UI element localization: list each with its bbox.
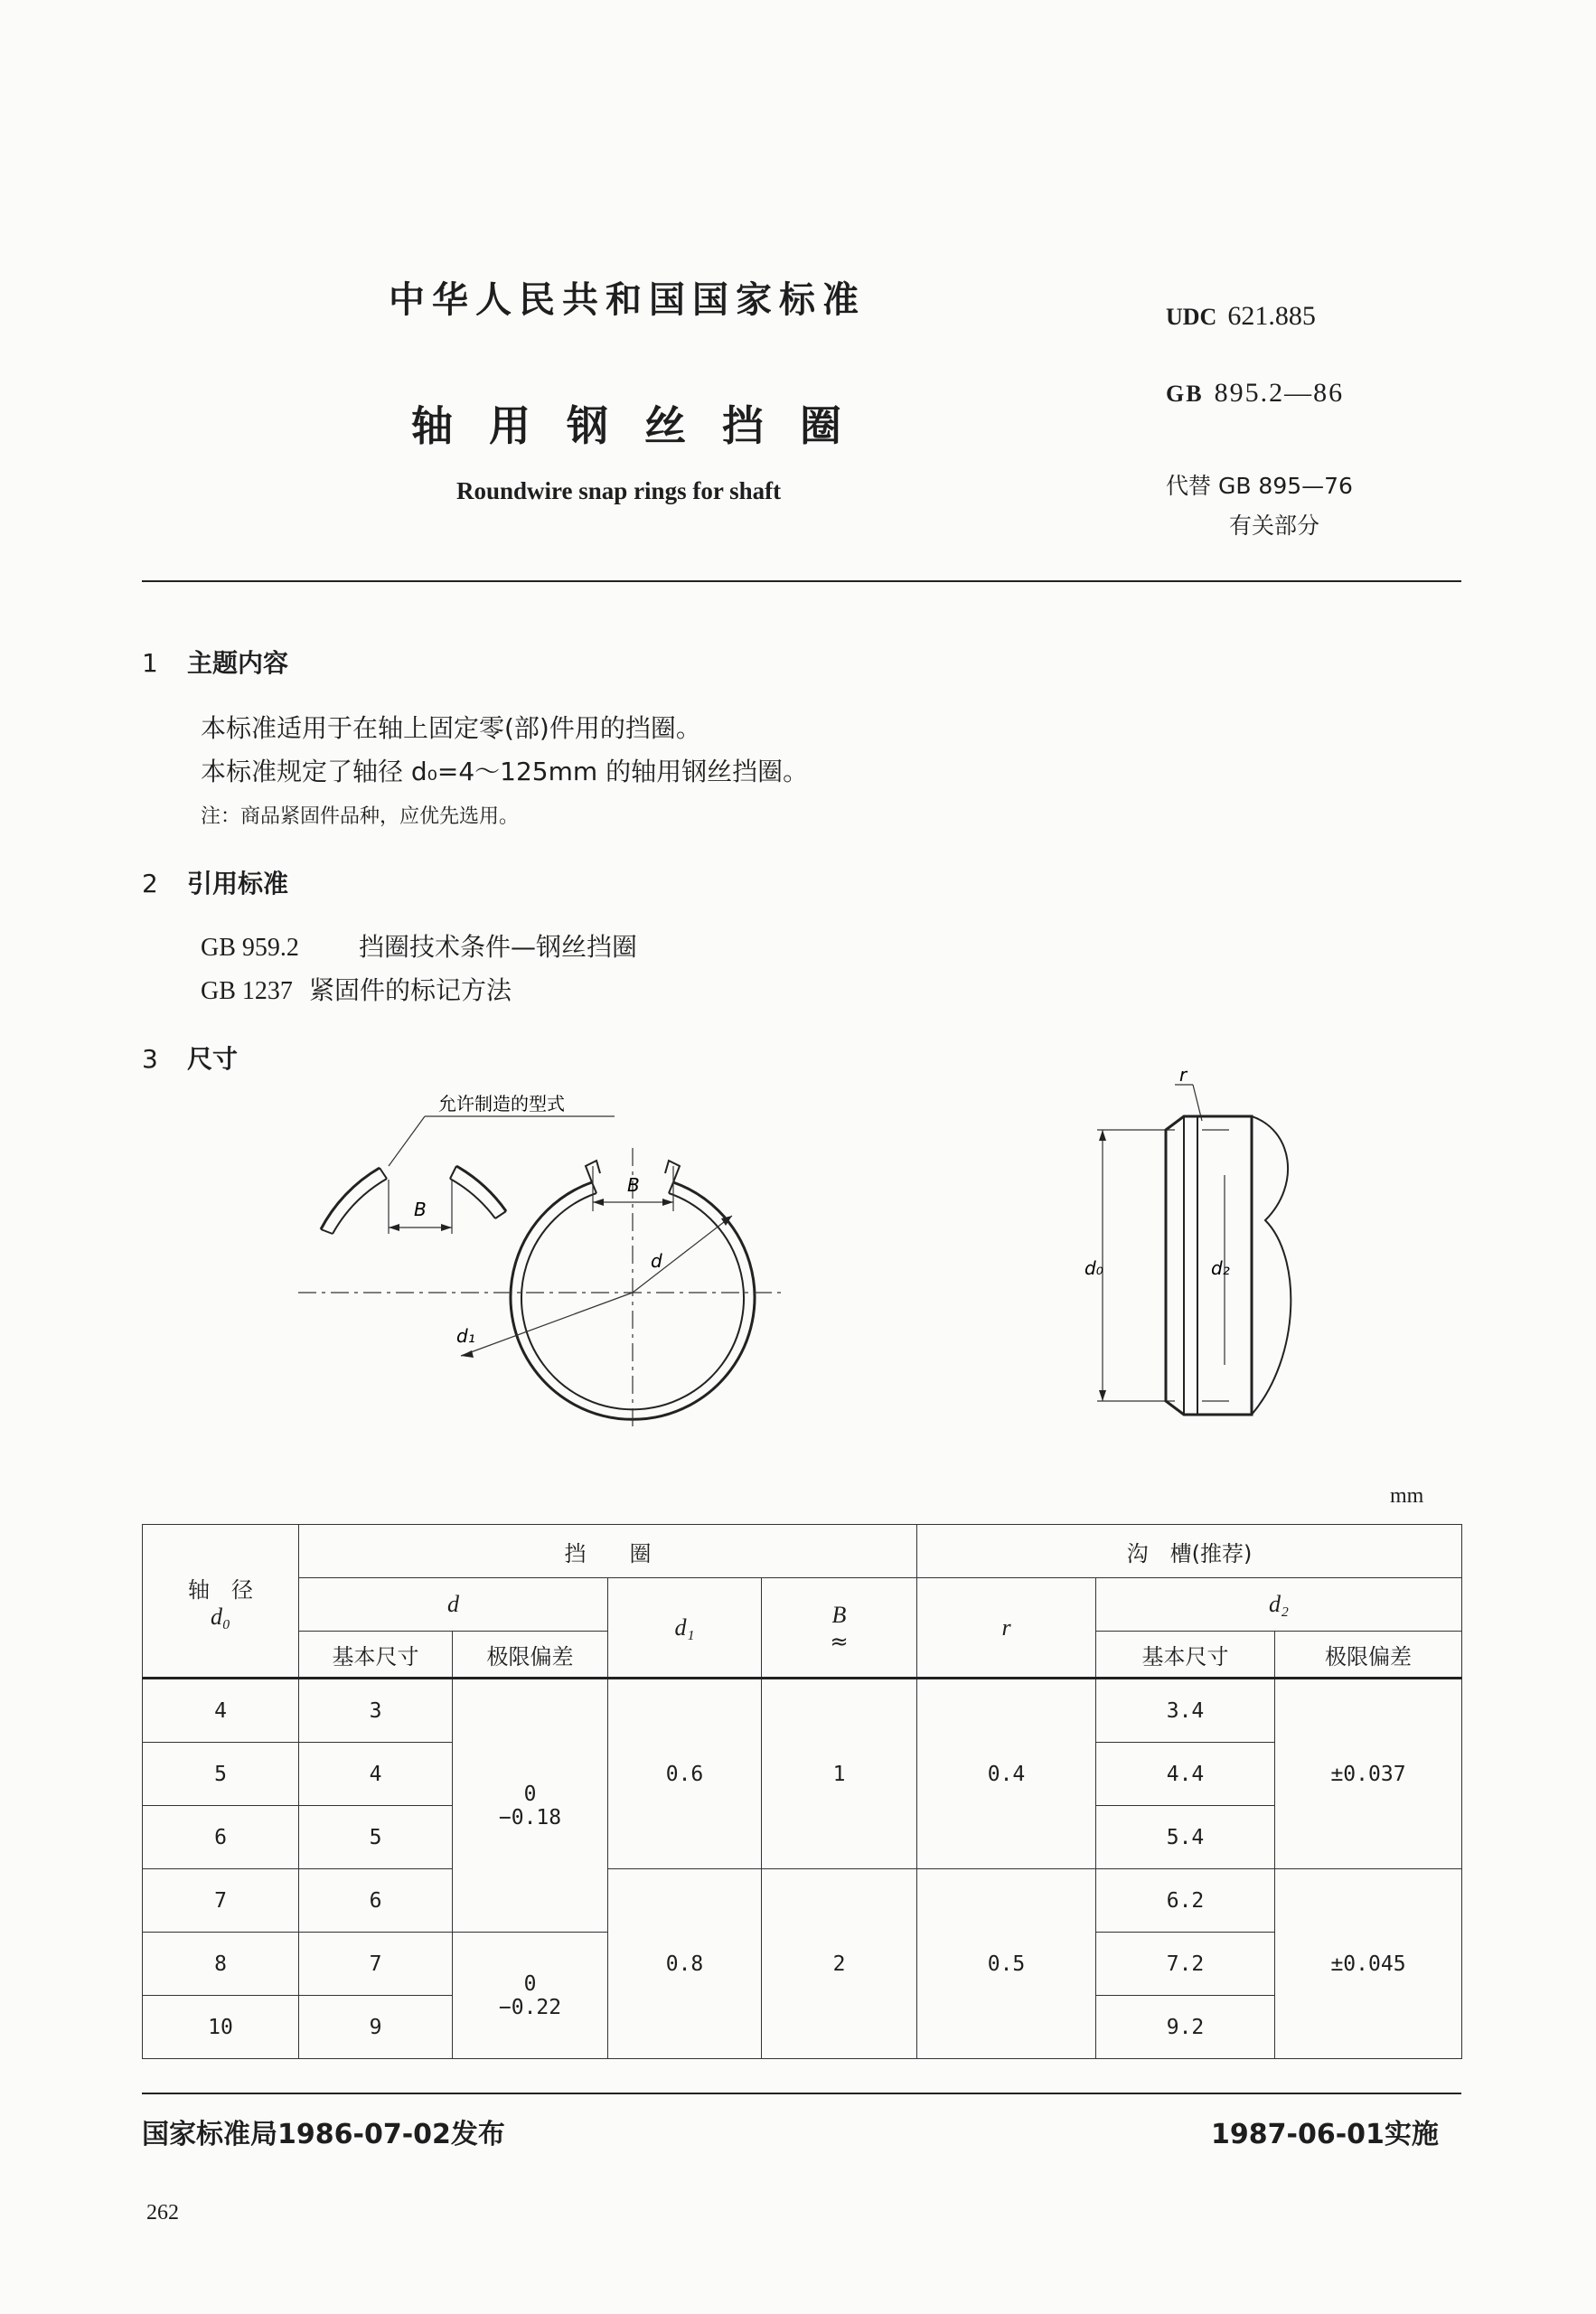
label-b-main: B bbox=[627, 1174, 640, 1196]
label-d: d bbox=[651, 1250, 662, 1272]
document-title-en: Roundwire snap rings for shaft bbox=[456, 477, 782, 504]
section-1-number: 1 bbox=[142, 648, 158, 678]
d-tolerance-b-lower: −0.22 bbox=[498, 1995, 562, 2019]
udc-number: 621.885 bbox=[1227, 301, 1316, 331]
snap-ring-dimension-table bbox=[142, 1524, 1462, 2059]
reference-title: 紧固件的标记方法 bbox=[309, 975, 512, 1005]
udc-label: UDC bbox=[1166, 304, 1217, 330]
gb-code bbox=[1166, 378, 1344, 409]
header-ring: 挡 圈 bbox=[299, 1525, 917, 1578]
snap-ring-drawing bbox=[0, 1067, 1596, 1455]
cell-d: 7 bbox=[299, 1933, 453, 1996]
cell-b-b: 2 bbox=[762, 1869, 917, 2059]
header-d1: d₁ bbox=[608, 1578, 762, 1679]
document-title-cn: 轴用钢丝挡圈 bbox=[411, 401, 878, 450]
label-b-left: B bbox=[414, 1199, 427, 1220]
table-row bbox=[143, 1869, 1462, 1933]
cell-d2: 5.4 bbox=[1096, 1806, 1275, 1869]
gb-number: 895.2—86 bbox=[1214, 378, 1345, 408]
page-number: 262 bbox=[146, 2201, 179, 2225]
cell-d2: 9.2 bbox=[1096, 1996, 1275, 2059]
cell-b-a: 1 bbox=[762, 1679, 917, 1869]
section-1-heading bbox=[142, 644, 288, 680]
reference-item bbox=[201, 927, 637, 964]
header-divider bbox=[142, 580, 1461, 582]
header-shaft bbox=[143, 1525, 299, 1679]
reference-item bbox=[201, 971, 512, 1007]
header-d2-tolerance: 极限偏差 bbox=[1275, 1632, 1462, 1679]
reference-code: GB 1237 bbox=[201, 977, 293, 1005]
section-2-number: 2 bbox=[142, 869, 158, 898]
cell-d: 4 bbox=[299, 1743, 453, 1806]
header-shaft-symbol: d₀ bbox=[210, 1603, 231, 1630]
table-unit: mm bbox=[1390, 1484, 1424, 1508]
d-tolerance-a-lower: −0.18 bbox=[498, 1805, 562, 1830]
footer-divider bbox=[142, 2093, 1461, 2094]
allowed-type-label: 允许制造的型式 bbox=[438, 1093, 565, 1115]
cell-r-b: 0.5 bbox=[917, 1869, 1096, 2059]
header-shaft-label: 轴 径 bbox=[188, 1576, 253, 1603]
cell-d1-a: 0.6 bbox=[608, 1679, 762, 1869]
table-row bbox=[143, 1679, 1462, 1743]
replaces-line-2: 有关部分 bbox=[1229, 513, 1320, 539]
cell-d0: 4 bbox=[143, 1679, 299, 1743]
cell-d0: 7 bbox=[143, 1869, 299, 1933]
header-r: r bbox=[917, 1578, 1096, 1679]
cell-d: 5 bbox=[299, 1806, 453, 1869]
allowed-type-segment-right bbox=[456, 1166, 506, 1211]
gb-label: GB bbox=[1166, 381, 1204, 407]
allowed-type-segment-right-inner bbox=[450, 1179, 495, 1218]
cell-d-tolerance-b bbox=[453, 1933, 608, 2059]
issued-date: 国家标准局1986-07-02发布 bbox=[142, 2119, 505, 2150]
cell-d2: 6.2 bbox=[1096, 1869, 1275, 1933]
cell-d: 3 bbox=[299, 1679, 453, 1743]
cell-d0: 5 bbox=[143, 1743, 299, 1806]
cell-d1-b: 0.8 bbox=[608, 1869, 762, 2059]
section-3-title: 尺寸 bbox=[187, 1044, 239, 1074]
header-d-tolerance: 极限偏差 bbox=[453, 1632, 608, 1679]
allowed-type-segment-left bbox=[321, 1168, 380, 1229]
shaft-groove-outline bbox=[1166, 1116, 1252, 1415]
label-r: r bbox=[1179, 1067, 1188, 1086]
reference-title: 挡圈技术条件—钢丝挡圈 bbox=[359, 932, 638, 962]
header-d2: d₂ bbox=[1096, 1578, 1462, 1632]
header-d-basic: 基本尺寸 bbox=[299, 1632, 453, 1679]
cell-d2: 3.4 bbox=[1096, 1679, 1275, 1743]
header-d2-basic: 基本尺寸 bbox=[1096, 1632, 1275, 1679]
header-b-symbol: B bbox=[831, 1601, 847, 1628]
header-groove: 沟 槽(推荐) bbox=[917, 1525, 1462, 1578]
section-1-title: 主题内容 bbox=[187, 648, 289, 678]
cell-d2: 4.4 bbox=[1096, 1743, 1275, 1806]
cell-d0: 10 bbox=[143, 1996, 299, 2059]
section-1-para-2: 本标准规定了轴径 d₀=4～125mm 的轴用钢丝挡圈。 bbox=[201, 757, 809, 786]
section-1-para-1: 本标准适用于在轴上固定零(部)件用的挡圈。 bbox=[201, 713, 701, 743]
national-standard-heading: 中华人民共和国国家标准 bbox=[389, 279, 866, 321]
cell-d: 6 bbox=[299, 1869, 453, 1933]
label-d0: d₀ bbox=[1084, 1257, 1103, 1279]
section-3-number: 3 bbox=[142, 1044, 158, 1074]
label-d1: d₁ bbox=[456, 1325, 475, 1347]
header-b bbox=[762, 1578, 917, 1679]
cell-d-tolerance-a bbox=[453, 1679, 608, 1933]
cell-r-a: 0.4 bbox=[917, 1679, 1096, 1869]
section-2-heading bbox=[142, 864, 288, 900]
section-1-note: 注：商品紧固件品种，应优先选用。 bbox=[201, 805, 520, 828]
cell-d: 9 bbox=[299, 1996, 453, 2059]
label-d2: d₂ bbox=[1211, 1257, 1230, 1279]
cell-d2-tolerance-b: ±0.045 bbox=[1275, 1869, 1462, 2059]
header-d: d bbox=[299, 1578, 608, 1632]
udc-code bbox=[1166, 301, 1316, 332]
effective-date: 1987-06-01实施 bbox=[1211, 2119, 1439, 2150]
cell-d0: 6 bbox=[143, 1806, 299, 1869]
header-b-approx: ≈ bbox=[830, 1628, 849, 1654]
d-tolerance-a-upper: 0 bbox=[523, 1782, 537, 1806]
section-2-title: 引用标准 bbox=[187, 869, 289, 898]
allowed-type-segment-left-inner bbox=[333, 1179, 387, 1234]
replaces-line-1: 代替 GB 895—76 bbox=[1166, 473, 1353, 499]
d-tolerance-b-upper: 0 bbox=[523, 1971, 537, 1996]
cell-d2-tolerance-a: ±0.037 bbox=[1275, 1679, 1462, 1869]
cell-d2: 7.2 bbox=[1096, 1933, 1275, 1996]
cell-d0: 8 bbox=[143, 1933, 299, 1996]
reference-code: GB 959.2 bbox=[201, 934, 299, 962]
